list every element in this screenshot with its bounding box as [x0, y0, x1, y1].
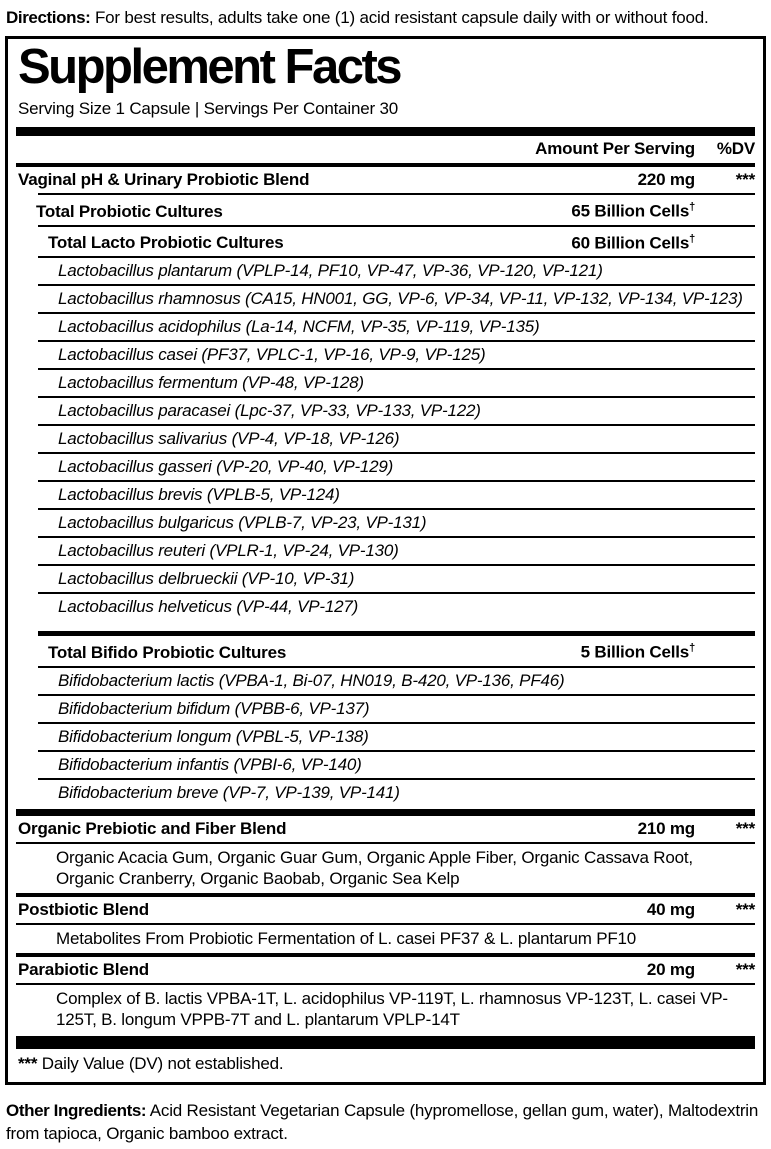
table-row: [16, 482, 755, 508]
dv-value: ***: [735, 959, 755, 979]
table-row: [16, 668, 755, 694]
supplement-facts-panel: [5, 36, 766, 1085]
ingredient-name: Lactobacillus gasseri (VP-20, VP-40, VP-129): [58, 457, 394, 477]
ingredient-name: Lactobacillus helveticus (VP-44, VP-127): [58, 597, 359, 617]
serving-info: Serving Size 1 Capsule | Servings Per Container 30: [18, 98, 398, 118]
table-row: [16, 636, 755, 666]
amount-per-serving-value: 65 Billion Cells†: [571, 200, 695, 221]
directions-text: [0, 0, 771, 33]
table-row: [16, 985, 755, 1034]
ingredient-name: Organic Acacia Gum, Organic Guar Gum, Organic Apple Fiber, Organic Cassava Root, Organic Cranberry, Organic Baobab, Organic Sea Kelp: [56, 847, 693, 888]
ingredient-name: Lactobacillus salivarius (VP-4, VP-18, VP-126): [58, 429, 400, 449]
other-ingredients-body: Acid Resistant Vegetarian Capsule (hypromellose, gellan gum, water), Maltodextrin from tapioca, Organic bamboo extract.: [6, 1100, 759, 1143]
table-row: [16, 566, 755, 592]
ingredient-name: Total Lacto Probiotic Cultures: [48, 233, 284, 253]
table-row: [16, 195, 755, 225]
ingredient-name: Metabolites From Probiotic Fermentation of L. casei PF37 & L. plantarum PF10: [56, 928, 637, 948]
other-ingredients: [0, 1093, 771, 1149]
amount-per-serving-header: Amount Per Serving: [535, 138, 695, 158]
table-row: [16, 314, 755, 340]
amount-per-serving-value: 210 mg: [637, 818, 695, 838]
panel-title: Supplement Facts: [18, 40, 401, 94]
table-row: [16, 780, 755, 806]
ingredient-name: Bifidobacterium longum (VPBL-5, VP-138): [58, 726, 369, 746]
ingredient-name: Total Bifido Probiotic Cultures: [48, 642, 287, 662]
dagger-symbol: †: [689, 642, 695, 655]
table-row: [16, 398, 755, 424]
table-row: [16, 957, 755, 983]
amount-per-serving-value: 60 Billion Cells†: [571, 232, 695, 253]
footnote-divider-bar: [16, 1036, 755, 1049]
amount-per-serving-value: 40 mg: [646, 899, 695, 919]
table-row: [16, 724, 755, 750]
ingredient-name: Total Probiotic Cultures: [36, 201, 223, 221]
footnote-symbol: ***: [18, 1053, 38, 1073]
section-divider-bar: [16, 809, 755, 816]
table-row: [16, 816, 755, 842]
dv-value: ***: [735, 818, 755, 838]
table-row: [16, 258, 755, 284]
amount-per-serving-value: 5 Billion Cells†: [580, 642, 695, 662]
ingredient-name: Bifidobacterium breve (VP-7, VP-139, VP-141): [58, 782, 400, 802]
dv-footnote: [16, 1049, 755, 1075]
table-row: [16, 594, 755, 620]
ingredient-name: Organic Prebiotic and Fiber Blend: [18, 818, 287, 838]
column-header-row: [16, 136, 755, 163]
ingredient-name: Lactobacillus rhamnosus (CA15, HN001, GG, VP-6, VP-34, VP-11, VP-132, VP-134, VP-123): [58, 289, 743, 309]
top-divider-bar: [16, 127, 755, 136]
table-row: [16, 925, 755, 953]
dagger-symbol: †: [689, 200, 695, 213]
dv-value: ***: [735, 899, 755, 919]
table-row: [16, 370, 755, 396]
table-row: [16, 538, 755, 564]
dagger-symbol: †: [689, 232, 695, 245]
table-row: [16, 342, 755, 368]
table-row: [16, 844, 755, 893]
directions-label: Directions:: [6, 8, 91, 27]
dv-header: %DV: [716, 138, 755, 158]
ingredient-name: Lactobacillus paracasei (Lpc-37, VP-33, VP-133, VP-122): [58, 401, 481, 421]
ingredient-name: Lactobacillus bulgaricus (VPLB-7, VP-23, VP-131): [58, 513, 427, 533]
ingredient-name: Lactobacillus plantarum (VPLP-14, PF10, VP-47, VP-36, VP-120, VP-121): [58, 261, 603, 281]
table-row: [16, 454, 755, 480]
amount-per-serving-value: 220 mg: [637, 169, 695, 189]
table-row: [16, 510, 755, 536]
footnote-text: Daily Value (DV) not established.: [41, 1053, 284, 1073]
table-row: [16, 286, 755, 312]
other-ingredients-label: Other Ingredients:: [6, 1100, 147, 1120]
table-row: [16, 426, 755, 452]
directions-body: For best results, adults take one (1) acid resistant capsule daily with or without food.: [94, 8, 709, 27]
table-row: [16, 167, 755, 193]
amount-per-serving-value: 20 mg: [646, 959, 695, 979]
table-row: [16, 752, 755, 778]
ingredient-name: Parabiotic Blend: [18, 959, 149, 979]
ingredient-name: Lactobacillus reuteri (VPLR-1, VP-24, VP-130): [58, 541, 399, 561]
ingredient-name: Lactobacillus brevis (VPLB-5, VP-124): [58, 485, 340, 505]
ingredient-name: Lactobacillus fermentum (VP-48, VP-128): [58, 373, 364, 393]
ingredient-name: Lactobacillus casei (PF37, VPLC-1, VP-16, VP-9, VP-125): [58, 345, 486, 365]
ingredient-name: Bifidobacterium bifidum (VPBB-6, VP-137): [58, 698, 370, 718]
dv-value: ***: [735, 169, 755, 189]
table-row: [16, 696, 755, 722]
ingredient-name: Bifidobacterium lactis (VPBA-1, Bi-07, HN019, B-420, VP-136, PF46): [58, 670, 565, 690]
ingredient-name: Lactobacillus acidophilus (La-14, NCFM, VP-35, VP-119, VP-135): [58, 317, 540, 337]
table-row: [16, 227, 755, 257]
ingredient-name: Lactobacillus delbrueckii (VP-10, VP-31): [58, 569, 355, 589]
table-row: [16, 897, 755, 923]
ingredient-name: Vaginal pH & Urinary Probiotic Blend: [18, 169, 310, 189]
ingredient-name: Postbiotic Blend: [18, 899, 149, 919]
ingredient-name: Bifidobacterium infantis (VPBI-6, VP-140): [58, 754, 362, 774]
facts-table: [16, 167, 755, 1034]
ingredient-name: Complex of B. lactis VPBA-1T, L. acidophilus VP-119T, L. rhamnosus VP-123T, L. casei VP-125T, B. longum VPPB-7T and L. plantarum VPLP-14T: [56, 988, 728, 1029]
